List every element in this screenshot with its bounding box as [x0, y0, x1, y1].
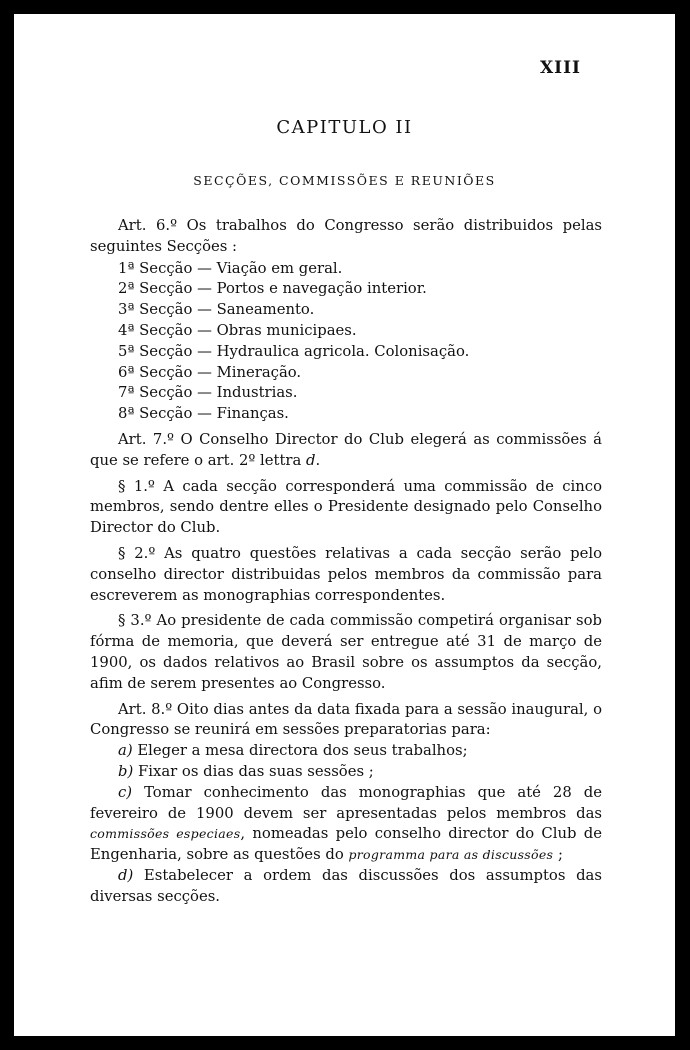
article-7-paragraph-2: § 2.º As quatro questões relativas a cada secção serão pelo conselho director distribuidas pelos membros da commissão para escreverem as monographias correspondentes. — [90, 544, 602, 604]
section-item-4: 4ª Secção — Obras municipaes. — [118, 321, 357, 339]
article-7: Art. 7.º O Conselho Director do Club elegerá as commissões á que se refere o art. 2º lettra d. — [90, 430, 602, 469]
section-item-3: 3ª Secção — Saneamento. — [118, 301, 315, 319]
body-text — [90, 216, 602, 908]
article-8-item-b: b) Fixar os dias das suas sessões ; — [118, 762, 374, 780]
article-8-item-d: d) Estabelecer a ordem das discussões dos assumptos das diversas secções. — [90, 866, 602, 905]
section-item-2: 2ª Secção — Portos e navegação interior. — [118, 280, 427, 298]
book-page — [14, 14, 675, 1036]
article-6: Art. 6.º Os trabalhos do Congresso serão distribuidos pelas seguintes Secções : — [90, 217, 602, 255]
article-8-item-a: a) Eleger a mesa directora dos seus trabalhos; — [118, 742, 468, 760]
section-item-6: 6ª Secção — Mineração. — [118, 363, 302, 381]
chapter-title: CAPITULO II — [276, 117, 413, 138]
page-number: XIII — [539, 58, 581, 78]
sections-list — [118, 259, 602, 425]
section-item-5: 5ª Secção — Hydraulica agricola. Colonisação. — [118, 342, 470, 360]
article-8-item-c: c) Tomar conhecimento das monographias que até 28 de fevereiro de 1900 devem ser apresentadas pelos membros das commissões especiaes, nomeadas pelo conselho director do Club de Engenharia, sobre as questões do programma para as discussões ; — [90, 783, 602, 864]
section-item-1: 1ª Secção — Viação em geral. — [118, 259, 343, 277]
article-7-paragraph-1: § 1.º A cada secção corresponderá uma commissão de cinco membros, sendo dentre elles o Presidente designado pelo Conselho Director do Club. — [90, 477, 602, 537]
section-item-7: 7ª Secção — Industrias. — [118, 384, 298, 402]
section-title: SECÇÕES, COMMISSÕES E REUNIÕES — [193, 173, 496, 188]
article-8: Art. 8.º Oito dias antes da data fixada para a sessão inaugural, o Congresso se reunirá em sessões preparatorias para: — [90, 700, 602, 739]
section-item-8: 8ª Secção — Finanças. — [118, 405, 289, 423]
article-7-paragraph-3: § 3.º Ao presidente de cada commissão competirá organisar sob fórma de memoria, que deverá ser entregue até 31 de março de 1900, os dados relativos ao Brasil sobre os assumptos da secção, afim de serem presentes ao Congresso. — [90, 612, 602, 692]
